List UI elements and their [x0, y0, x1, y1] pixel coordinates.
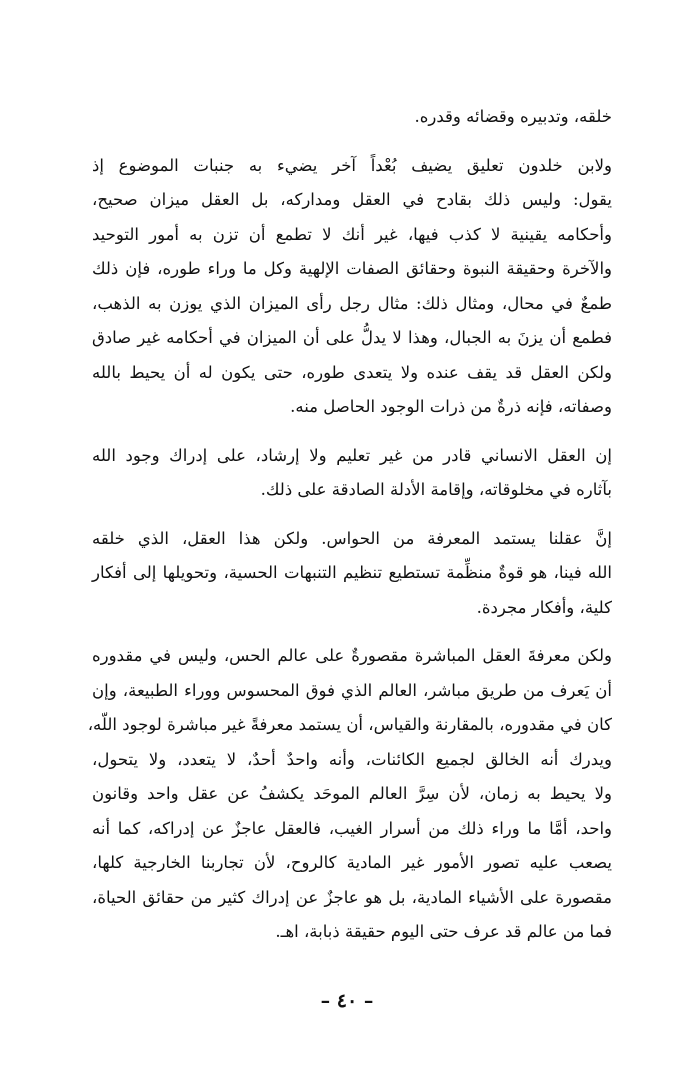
text-line: ولكن معرفةَ العقل المباشرة مقصورةٌ على عالم الحس، وليس في مقدوره	[92, 646, 612, 665]
text-line: الله فينا، هو قوةٌ منظِّمة تستطيع تنظيم التنبهات الحسية، وتحويلها إلى أفكار	[92, 563, 612, 582]
text-line: ولكن العقل قد يقف عنده ولا يتعدى طوره، حتى يكون له أن يحيط بالله	[92, 362, 612, 382]
paragraph-1	[92, 100, 612, 135]
paragraph-4	[92, 522, 612, 626]
text-line: ولابن خلدون تعليق يضيف بُعْداً آخر يضيء به جنبات الموضوع إذ	[92, 155, 612, 175]
text-line: يقول: وليس ذلك بقادح في العقل ومداركه، بل العقل ميزان صحيح،	[92, 190, 612, 209]
page-text	[87, 100, 612, 950]
text-line: خلقه، وتدبيره وقضائه وقدره.	[414, 107, 612, 126]
text-line: وأحكامه يقينية لا كذب فيها، غير أنك لا تطمع أن تزن به أمور التوحيد	[92, 224, 612, 244]
text-line: يصعب عليه تصور الأمور غير المادية كالروح، لأن تجاربنا الخارجية كلها،	[92, 853, 612, 872]
paragraph-3	[92, 439, 612, 508]
text-line: إن العقل الانساني قادر من غير تعليم ولا إرشاد، على إدراك وجود الله	[92, 445, 612, 465]
text-line: واحد، أمَّا ما وراء ذلك من أسرار الغيب، فالعقل عاجزٌ عن إدراكه، كما أنه	[92, 818, 612, 838]
text-line: ولا يحيط به زمان، لأن سِرَّ العالم الموحَد يكشفُ عن عقل واحد وقانون	[92, 784, 612, 803]
paragraph-5	[87, 639, 612, 950]
page-number: – ٤٠ –	[320, 990, 374, 1012]
text-line: مقصورة على الأشياء المادية، بل هو عاجزٌ عن إدراك كثير من حقائق الحياة،	[92, 887, 612, 907]
paragraph-2	[92, 149, 612, 425]
text-line: أن يَعرف من طريق مباشر، العالم الذي فوق المحسوس ووراء الطبيعة، وإن	[92, 680, 612, 700]
text-line: بآثاره في مخلوقاته، وإقامة الأدلة الصادقة على ذلك.	[260, 480, 612, 499]
text-line: وصفاته، فإنه ذرةٌ من ذرات الوجود الحاصل منه.	[290, 397, 612, 416]
text-line: كلية، وأفكار مجردة.	[476, 597, 612, 617]
text-line: فطمع أن يزنَ به الجبال، وهذا لا يدلُّ على أن الميزان في أحكامه غير صادق	[92, 328, 612, 347]
text-line: ويدرك أنه الخالق لجميع الكائنات، وأنه واحدٌ أحدٌ، لا يتعدد، ولا يتحول،	[92, 749, 612, 769]
text-line: طمعٌ في محال، ومثال ذلك: مثال رجل رأى الميزان الذي يوزن به الذهب،	[92, 293, 612, 313]
text-line: والآخرة وحقيقة النبوة وحقائق الصفات الإلهية وكل ما وراء طوره، فإن ذلك	[92, 259, 612, 278]
text-line: إنَّ عقلنا يستمد المعرفة من الحواس. ولكن هذا العقل، الذي خلقه	[92, 528, 612, 548]
text-line: فما من عالم قد عرف حتى اليوم حقيقة ذبابة، اهـ.	[275, 922, 612, 941]
text-line: كان في مقدوره، بالمقارنة والقياس، أن يستمد معرفةً غير مباشرة لوجود اللّه،	[87, 715, 612, 734]
